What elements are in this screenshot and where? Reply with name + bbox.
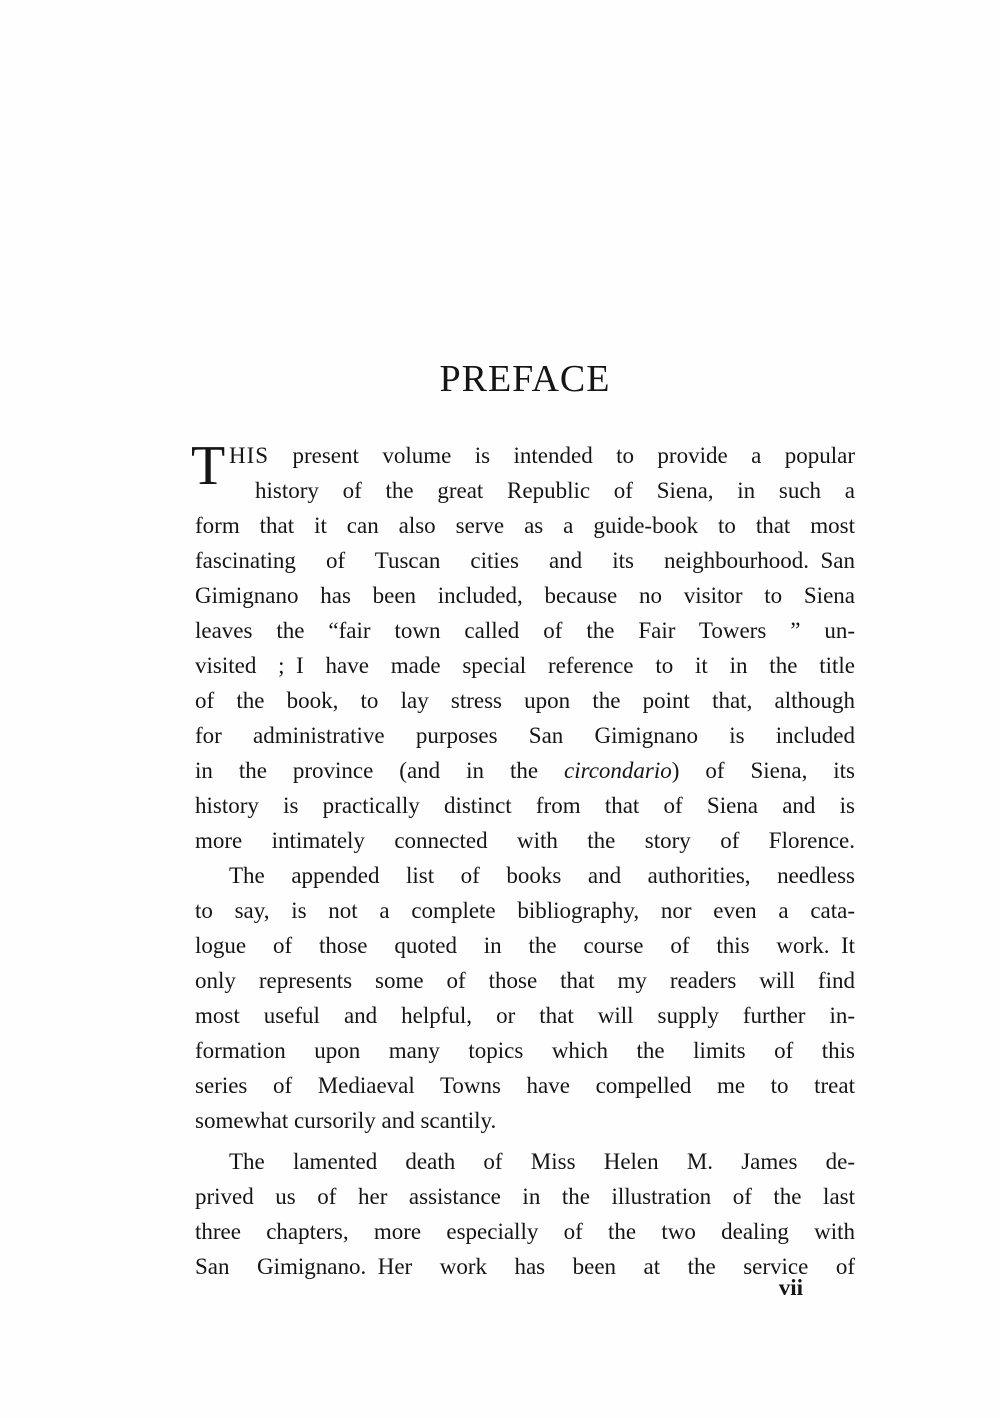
paragraph-3 <box>195 1144 855 1284</box>
text-line: for administrative purposes San Gimignano is included <box>195 723 855 748</box>
text-line <box>195 438 855 473</box>
text-line: history is practically distinct from that of Siena and is <box>195 793 855 818</box>
text-line: of the book, to lay stress upon the point that, although <box>195 688 855 713</box>
text-line: prived us of her assistance in the illustration of the last <box>195 1184 855 1209</box>
text-line: The appended list of books and authorities, needless <box>229 863 855 888</box>
text-line: history of the great Republic of Siena, in such a <box>255 478 855 503</box>
text-line: form that it can also serve as a guide-book to that most <box>195 513 855 538</box>
text-line: fascinating of Tuscan cities and its neighbourhood. San <box>195 548 855 573</box>
text-line: most useful and helpful, or that will supply further in- <box>195 1003 855 1028</box>
paragraph-1 <box>191 435 855 858</box>
text-line: logue of those quoted in the course of this work. It <box>195 933 855 958</box>
text-line: only represents some of those that my readers will find <box>195 968 855 993</box>
text-line: more intimately connected with the story of Florence. <box>195 828 855 853</box>
paragraph-2 <box>195 858 855 1138</box>
text-line: series of Mediaeval Towns have compelled me to treat <box>195 1073 855 1098</box>
text-line: somewhat cursorily and scantily. <box>195 1108 497 1133</box>
line-text: present volume is intended to provide a popular <box>269 443 855 468</box>
text-line: formation upon many topics which the limits of this <box>195 1038 855 1063</box>
text-line: Gimignano has been included, because no visitor to Siena <box>195 583 855 608</box>
text-line: San Gimignano. Her work has been at the service of <box>195 1254 855 1279</box>
text-line <box>195 753 855 788</box>
drop-cap: T <box>191 435 226 497</box>
opening-word-caps: HIS <box>229 443 270 468</box>
text-line: to say, is not a complete bibliography, nor even a cata- <box>195 898 855 923</box>
italic-word: circondario <box>564 758 672 783</box>
line-text: ) of Siena, its <box>671 758 855 783</box>
text-line: three chapters, more especially of the two dealing with <box>195 1219 855 1244</box>
text-line: The lamented death of Miss Helen M. James de- <box>229 1149 855 1174</box>
text-line: leaves the “fair town called of the Fair Towers ” un- <box>195 618 855 643</box>
text-line: visited ; I have made special reference to it in the title <box>195 653 855 678</box>
text-block <box>191 435 855 1284</box>
page-title: PREFACE <box>439 358 611 400</box>
page-number: vii <box>778 1275 803 1300</box>
line-text: in the province (and in the <box>195 758 564 783</box>
